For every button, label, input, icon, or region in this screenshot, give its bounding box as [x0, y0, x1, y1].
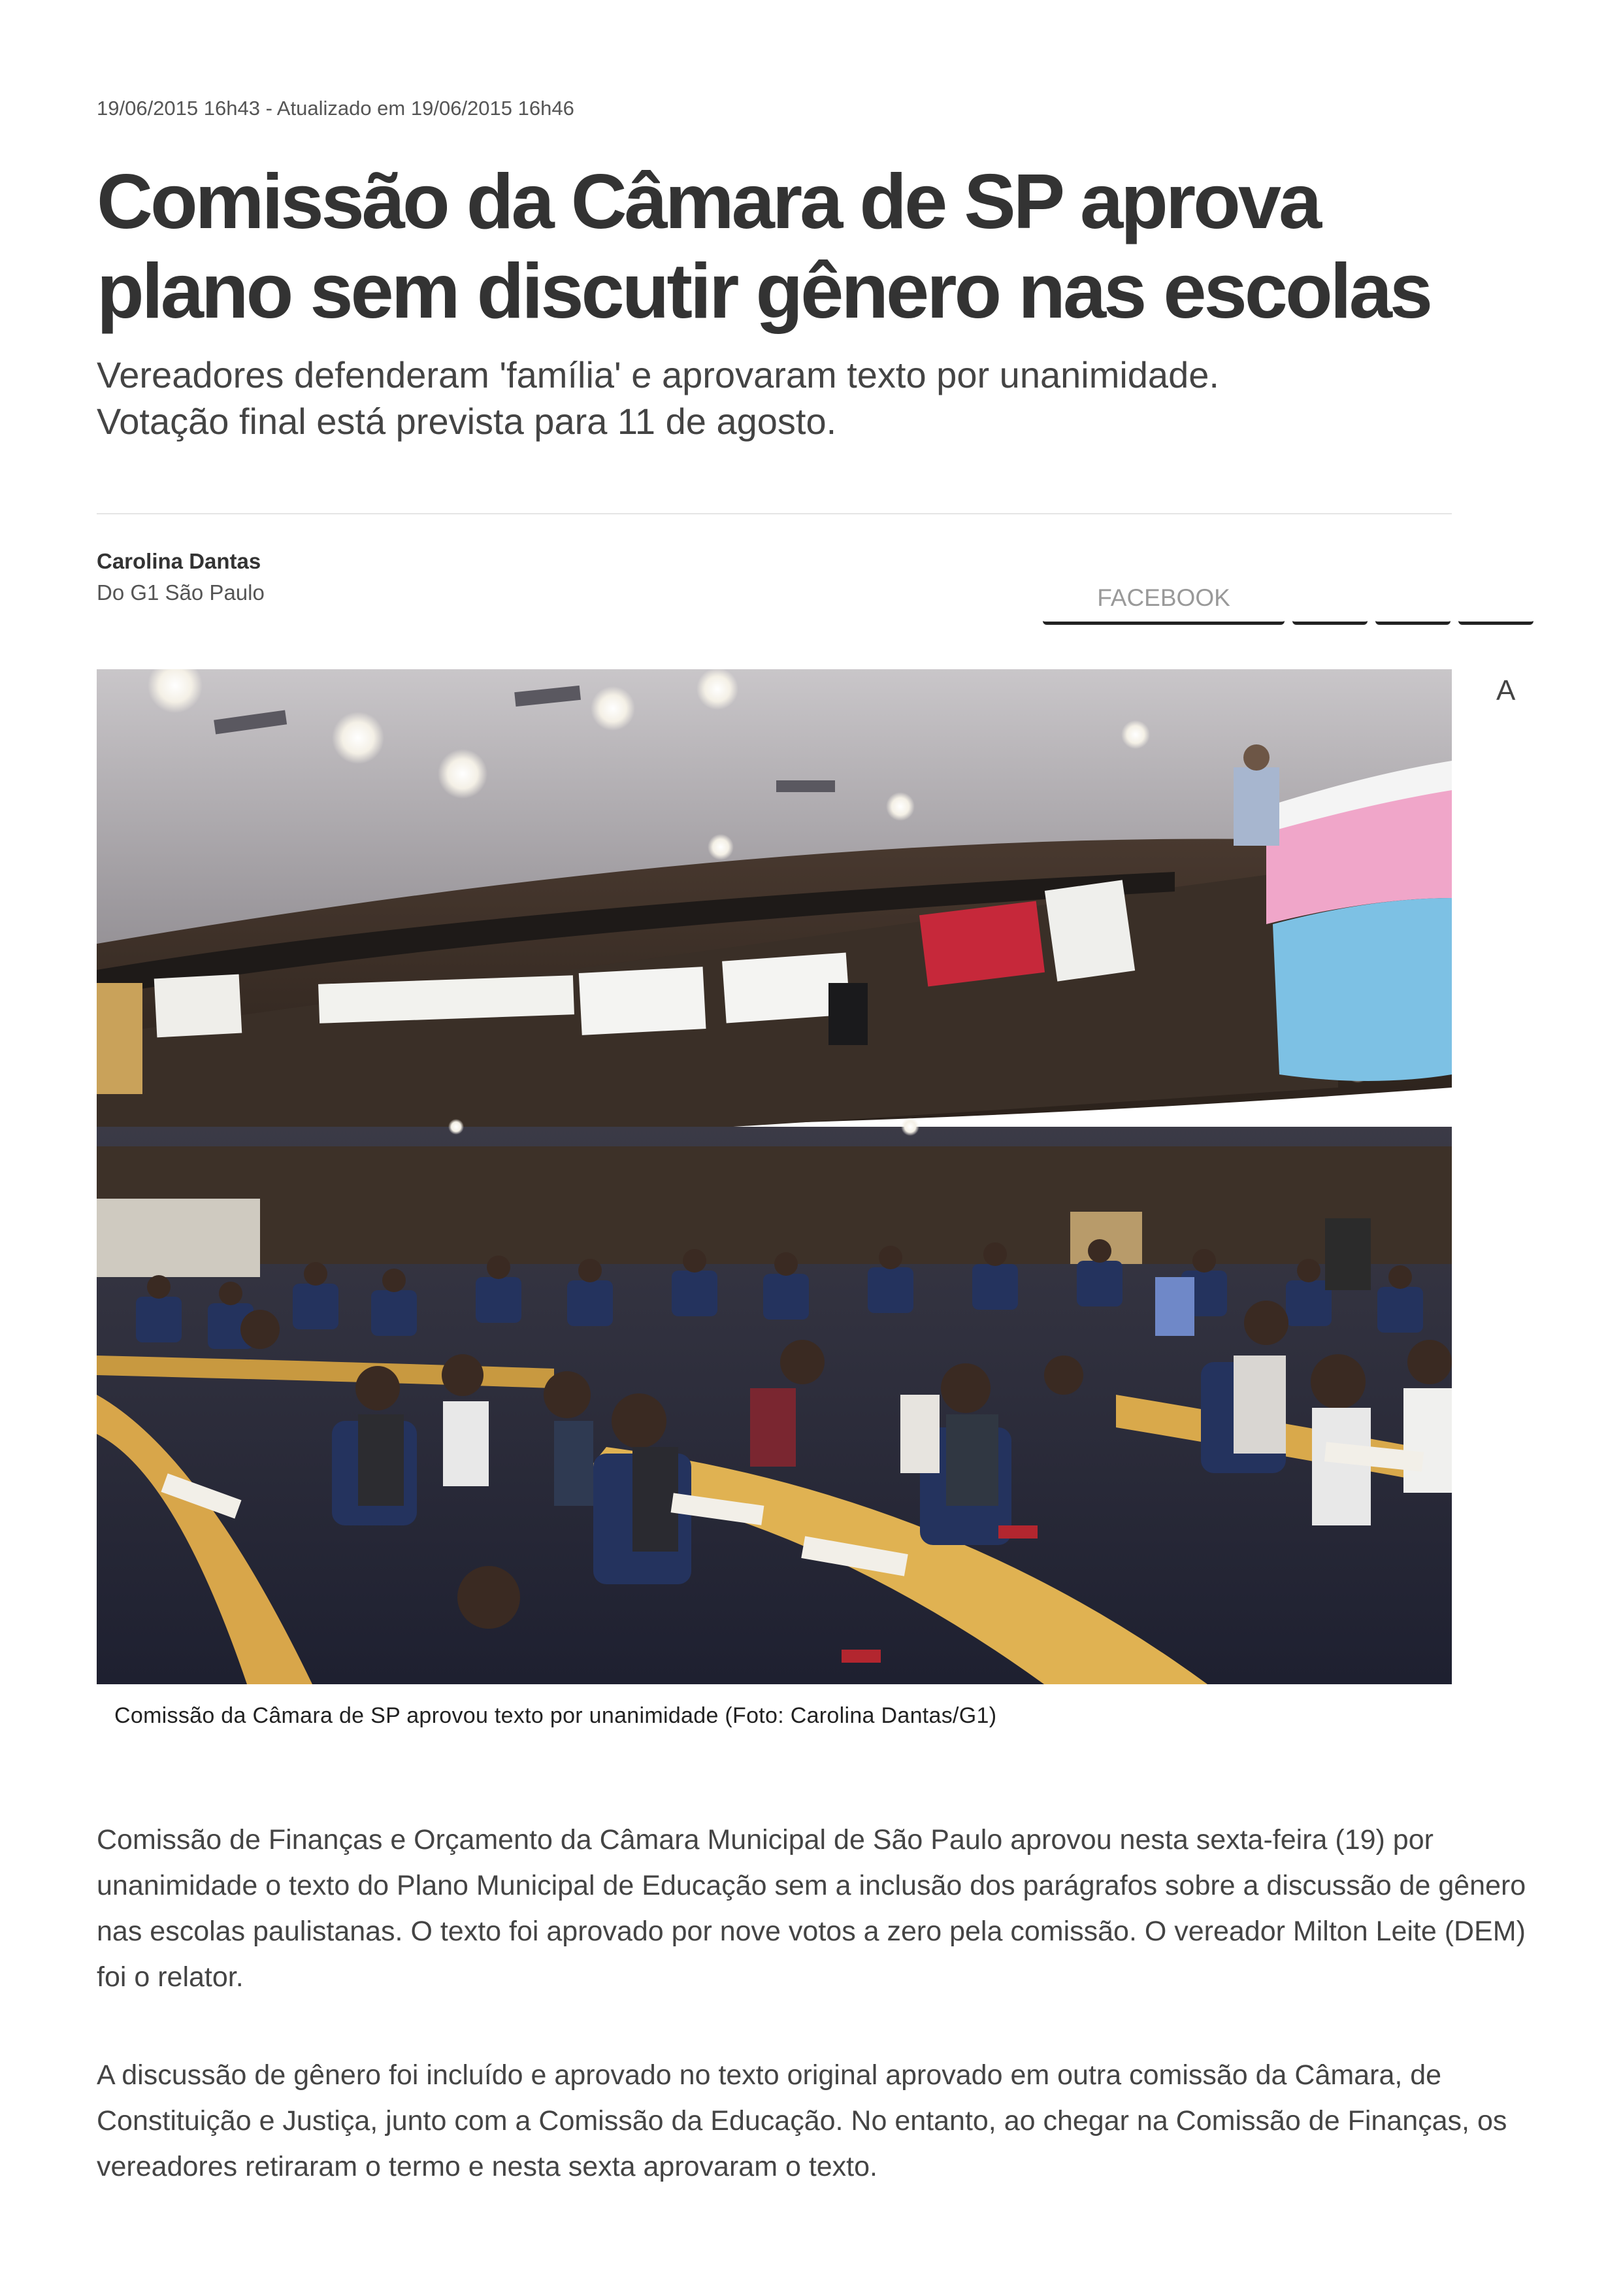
- share-button-4[interactable]: [1458, 578, 1533, 625]
- share-facebook-button[interactable]: FACEBOOK: [1043, 578, 1285, 625]
- subtitle-line-2: Votação final está prevista para 11 de agosto.: [97, 401, 837, 442]
- article-timestamp: 19/06/2015 16h43 - Atualizado em 19/06/2015 16h46: [97, 97, 574, 120]
- photo-caption: Comissão da Câmara de SP aprovou texto por unanimidade (Foto: Carolina Dantas/G1): [114, 1703, 997, 1728]
- share-button-3[interactable]: [1375, 578, 1451, 625]
- share-button-2[interactable]: [1292, 578, 1368, 625]
- article-photo: [97, 669, 1452, 1684]
- subtitle-line-1: Vereadores defenderam 'família' e aprovaram texto por unanimidade.: [97, 354, 1219, 395]
- article-subtitle: [97, 352, 1469, 444]
- author-source: Do G1 São Paulo: [97, 580, 265, 605]
- font-size-button[interactable]: A: [1496, 674, 1516, 707]
- article-paragraph-1: Comissão de Finanças e Orçamento da Câmara Municipal de São Paulo aprovou nesta sexta-feira (19) por unanimidade o texto do Plano Municipal de Educação sem a inclusão dos parágrafos sobre a discussão de gênero nas escolas paulistanas. O texto foi aprovado por nove votos a zero pela comissão. O vereador Milton Leite (DEM) foi o relator.: [97, 1824, 1526, 1993]
- article-paragraph-2: A discussão de gênero foi incluído e aprovado no texto original aprovado em outra comissão da Câmara, de Constituição e Justiça, junto com a Comissão da Educação. No entanto, ao chegar na Comissão de Finanças, os vereadores retiraram o termo e nesta sexta aprovaram o texto.: [97, 2059, 1507, 2182]
- header-divider: [97, 513, 1452, 514]
- author-name: Carolina Dantas: [97, 549, 261, 573]
- article-headline: Comissão da Câmara de SP aprova plano sem discutir gênero nas escolas: [97, 158, 1431, 335]
